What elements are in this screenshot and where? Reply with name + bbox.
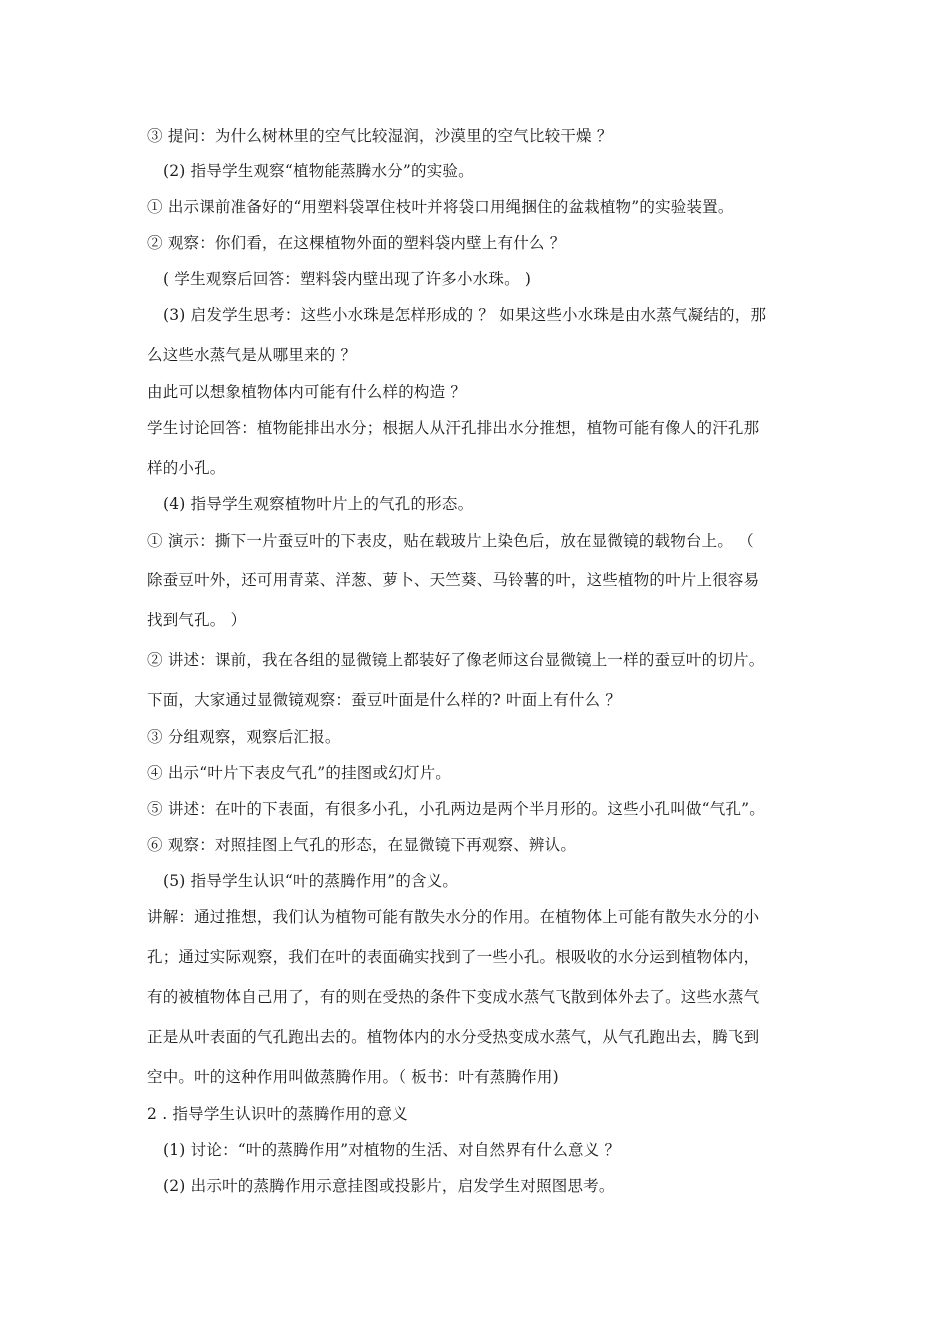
- text-line: 找到气孔。 ）: [147, 611, 247, 629]
- text-line: (4) 指导学生观察植物叶片上的气孔的形态。: [163, 495, 474, 513]
- text-line: 么这些水蒸气是从哪里来的 ？: [147, 346, 357, 364]
- text-line: 空中。叶的这种作用叫做蒸腾作用。（ 板书：叶有蒸腾作用): [147, 1068, 559, 1086]
- text-line: ① 出示课前准备好的“用塑料袋罩住枝叶并将袋口用绳捆住的盆栽植物”的实验装置。: [147, 198, 734, 216]
- text-line: 样的小孔。: [147, 459, 226, 477]
- text-line: 由此可以想象植物体内可能有什么样的构造 ？: [147, 383, 467, 401]
- text-line: ⑤ 讲述：在叶的下表面，有很多小孔，小孔两边是两个半月形的。这些小孔叫做“气孔”。: [147, 800, 765, 818]
- text-line: 2 . 指导学生认识叶的蒸腾作用的意义: [147, 1105, 408, 1123]
- text-line: ④ 出示“叶片下表皮气孔”的挂图或幻灯片。: [147, 764, 451, 782]
- text-line: ⑥ 观察：对照挂图上气孔的形态，在显微镜下再观察、辨认。: [147, 836, 577, 854]
- text-line: (2) 指导学生观察“植物能蒸腾水分”的实验。: [163, 162, 474, 180]
- text-line: 有的被植物体自己用了，有的则在受热的条件下变成水蒸气飞散到体外去了。这些水蒸气: [147, 988, 760, 1006]
- text-line: (2) 出示叶的蒸腾作用示意挂图或投影片，启发学生对照图思考。: [163, 1177, 615, 1195]
- text-line: 正是从叶表面的气孔跑出去的。植物体内的水分受热变成水蒸气，从气孔跑出去，腾飞到: [147, 1028, 760, 1046]
- text-line: ③ 分组观察，观察后汇报。: [147, 728, 341, 746]
- text-line: ② 讲述：课前，我在各组的显微镜上都装好了像老师这台显微镜上一样的蚕豆叶的切片。: [147, 651, 765, 669]
- text-line: 除蚕豆叶外，还可用青菜、洋葱、萝卜、天竺葵、马铃薯的叶，这些植物的叶片上很容易: [147, 571, 760, 589]
- text-line: 讲解：通过推想，我们认为植物可能有散失水分的作用。在植物体上可能有散失水分的小: [147, 908, 760, 926]
- text-line: 下面，大家通过显微镜观察：蚕豆叶面是什么样的? 叶面上有什么 ？: [147, 691, 622, 709]
- text-line: (1) 讨论：“叶的蒸腾作用”对植物的生活、对自然界有什么意义 ？: [163, 1141, 621, 1159]
- text-line: 学生讨论回答：植物能排出水分；根据人从汗孔排出水分推想，植物可能有像人的汗孔那: [147, 419, 760, 437]
- text-line: ② 观察：你们看，在这棵植物外面的塑料袋内壁上有什么 ？: [147, 234, 566, 252]
- text-line: (5) 指导学生认识“叶的蒸腾作用”的含义。: [163, 872, 459, 890]
- text-line: (3) 启发学生思考：这些小水珠是怎样形成的 ？ 如果这些小水珠是由水蒸气凝结的，那: [163, 306, 767, 324]
- text-line: ( 学生观察后回答：塑料袋内壁出现了许多小水珠。 ): [163, 270, 532, 288]
- text-line: ③ 提问：为什么树林里的空气比较湿润，沙漠里的空气比较干燥 ？: [147, 127, 613, 145]
- text-line: 孔；通过实际观察，我们在叶的表面确实找到了一些小孔。根吸收的水分运到植物体内，: [147, 948, 760, 966]
- text-line: ① 演示：撕下一片蚕豆叶的下表皮，贴在载玻片上染色后，放在显微镜的载物台上。 （: [147, 532, 754, 550]
